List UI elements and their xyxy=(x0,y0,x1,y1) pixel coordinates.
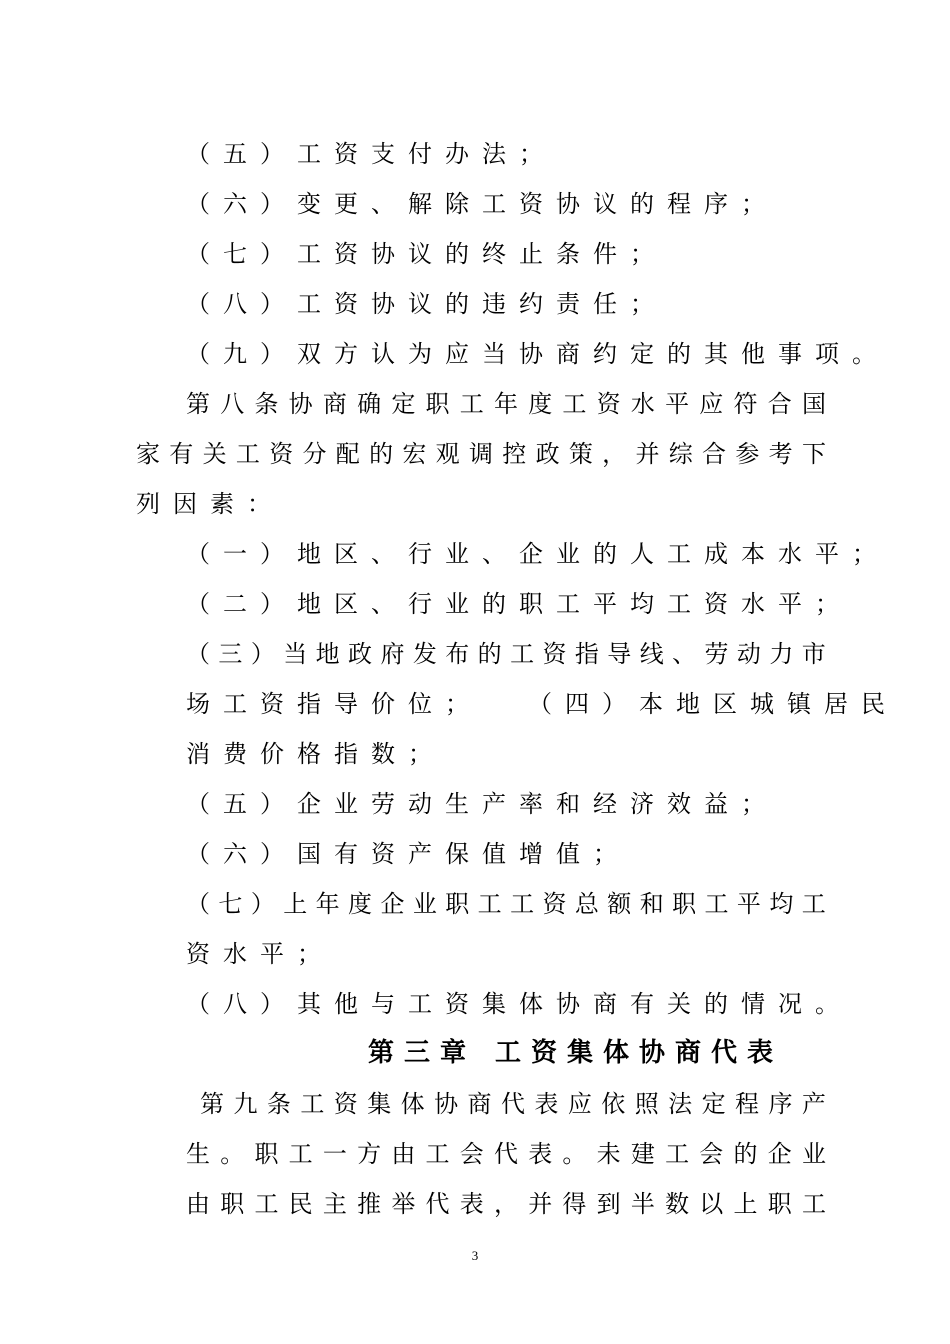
article-9-line-1: 第 九 条 工 资 集 体 协 商 代 表 应 依 照 法 定 程 序 产 xyxy=(200,1090,826,1118)
list-item: （ 三 ） 当 地 政 府 发 布 的 工 资 指 导 线 、 劳 动 力 市 xyxy=(186,640,826,668)
chapter-heading: 第三章 工资集体协商代表 xyxy=(368,1038,784,1068)
list-item: （九）双方认为应当协商约定的其他事项。 xyxy=(186,340,889,368)
list-item: （五）企业劳动生产率和经济效益； xyxy=(186,790,778,818)
article-8-line-3: 列因素： xyxy=(136,490,284,518)
list-item: （八）工资协议的违约责任； xyxy=(186,290,667,318)
article-8-line-2: 家 有 关 工 资 分 配 的 宏 观 调 控 政 策 ， 并 综 合 参 考 下 xyxy=(136,440,826,468)
list-item: （二）地区、行业的职工平均工资水平； xyxy=(186,590,852,618)
list-item: （ 七 ） 上 年 度 企 业 职 工 工 资 总 额 和 职 工 平 均 工 xyxy=(186,890,826,918)
list-item: （一）地区、行业、企业的人工成本水平； xyxy=(186,540,889,568)
article-9-line-3: 由 职 工 民 主 推 举 代 表 ， 并 得 到 半 数 以 上 职 工 xyxy=(186,1190,826,1218)
list-item: （四）本地区城镇居民 xyxy=(528,690,898,718)
article-9-line-2: 生 。 职 工 一 方 由 工 会 代 表 。 未 建 工 会 的 企 业 xyxy=(186,1140,826,1168)
page-number: 3 xyxy=(471,1248,479,1263)
list-item: 资水平； xyxy=(186,940,334,968)
list-item: （八）其他与工资集体协商有关的情况。 xyxy=(186,990,852,1018)
list-item: （六）变更、解除工资协议的程序； xyxy=(186,190,778,218)
list-item: 场工资指导价位； xyxy=(186,690,482,718)
list-item: （七）工资协议的终止条件； xyxy=(186,240,667,268)
list-item: 消费价格指数； xyxy=(186,740,445,768)
list-item: （五）工资支付办法； xyxy=(186,140,556,168)
list-item: （六）国有资产保值增值； xyxy=(186,840,630,868)
article-8-line-1: 第 八 条 协 商 确 定 职 工 年 度 工 资 水 平 应 符 合 国 xyxy=(186,390,826,418)
